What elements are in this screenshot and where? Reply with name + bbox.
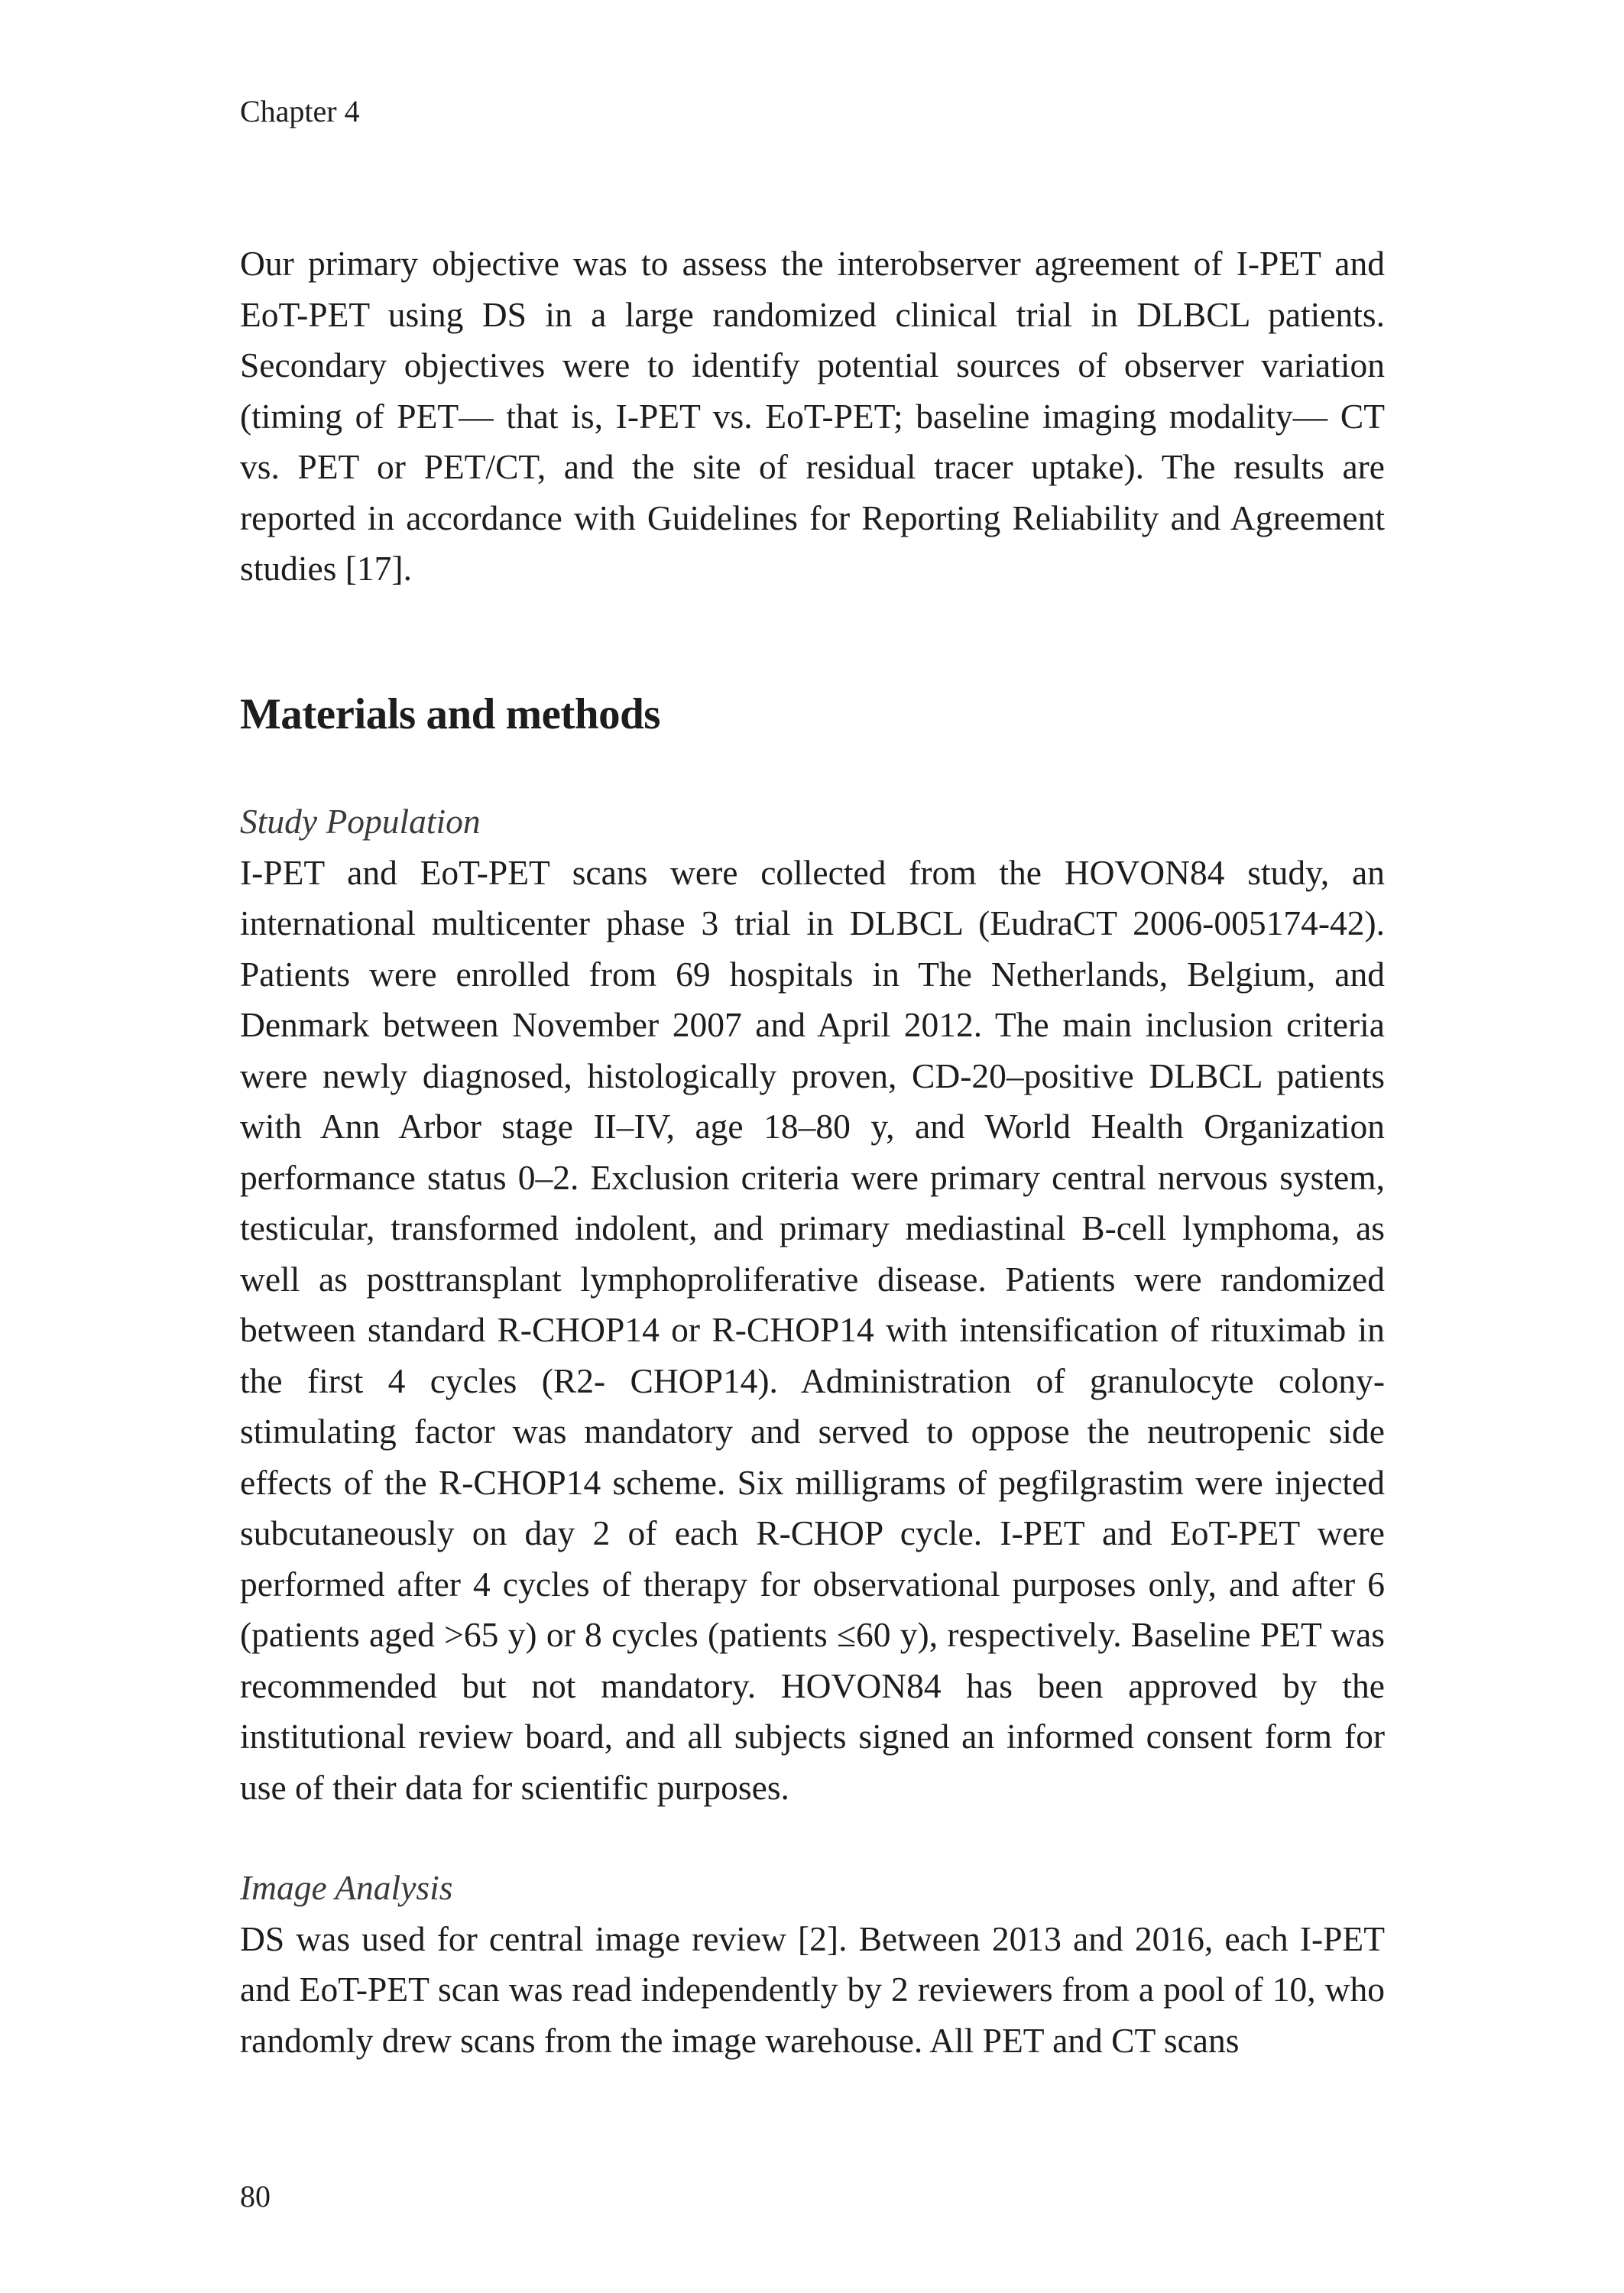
intro-paragraph: Our primary objective was to assess the interobserver agreement of I-PET and EoT-PET using DS in a large randomized clinical trial in DLBCL patients. Secondary objectives were to identify potential sources of observer variation (timing of PET— that is, I-PET vs. EoT-PET; baseline imaging modality— CT vs. PET or PET/CT, and the site of residual tracer uptake). The results are reported in accordance with Guidelines for Reporting Reliability and Agreement studies [17]. [240,244,1385,588]
running-head: Chapter 4 [240,94,360,128]
study-population-subheading: Study Population [240,802,481,841]
intro-section [240,238,1385,595]
study-population-paragraph: I-PET and EoT-PET scans were collected from the HOVON84 study, an international multicenter phase 3 trial in DLBCL (EudraCT 2006-005174-42). Patients were enrolled from 69 hospitals in The Netherlands, Belgium, and Denmark between November 2007 and April 2012. The main inclusion criteria were newly diagnosed, histologically proven, CD-20–positive DLBCL patients with Ann Arbor stage II–IV, age 18–80 y, and World Health Organization performance status 0–2. Exclusion criteria were primary central nervous system, testicular, transformed indolent, and primary mediastinal B-cell lymphoma, as well as posttransplant lymphoproliferative disease. Patients were randomized between standard R-CHOP14 or R-CHOP14 with intensification of rituximab in the first 4 cycles (R2- CHOP14). Administration of granulocyte colony-stimulating factor was mandatory and served to oppose the neutropenic side effects of the R-CHOP14 scheme. Six milligrams of pegfilgrastim were injected subcutaneously on day 2 of each R-CHOP cycle. I-PET and EoT-PET were performed after 4 cycles of therapy for observational purposes only, and after 6 (patients aged >65 y) or 8 cycles (patients ≤60 y), respectively. Baseline PET was recommended but not mandatory. HOVON84 has been approved by the institutional review board, and all subjects signed an informed consent form for use of their data for scientific purposes. [240,852,1385,1807]
page-number: 80 [240,2179,271,2214]
study-population-section [240,796,1385,1813]
section-heading: Materials and methods [240,690,660,738]
image-analysis-paragraph: DS was used for central image review [2]. Between 2013 and 2016, each I-PET and EoT-PET scan was read independently by 2 reviewers from a pool of 10, who randomly drew scans from the image warehouse. All PET and CT scans [240,1918,1385,2060]
image-analysis-section [240,1863,1385,2066]
image-analysis-subheading: Image Analysis [240,1868,453,1907]
